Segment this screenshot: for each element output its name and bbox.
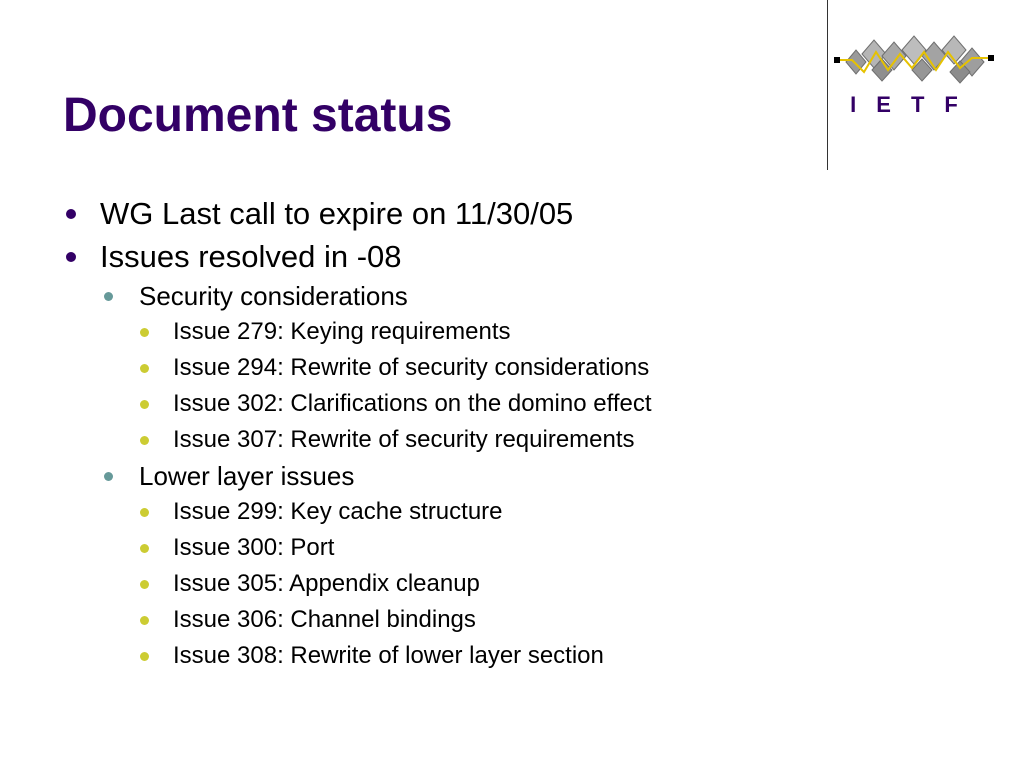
- issue-text: Issue 302: Clarifications on the domino effect: [173, 390, 652, 417]
- issue-text: Issue 300: Port: [173, 534, 335, 561]
- issue-item: [134, 566, 962, 602]
- issue-item: [134, 386, 962, 422]
- subsection-heading: [100, 278, 962, 314]
- issue-text: Issue 308: Rewrite of lower layer section: [173, 642, 604, 669]
- bullet-text: Issues resolved in -08: [100, 239, 402, 274]
- bullet-icon: [104, 292, 113, 301]
- issue-text: Issue 307: Rewrite of security requirements: [173, 426, 635, 453]
- subsection-list: [100, 278, 962, 674]
- slide-content: [62, 192, 962, 674]
- slide-title: Document status: [63, 89, 453, 142]
- bullet-icon: [140, 544, 149, 553]
- bullet-icon: [140, 508, 149, 517]
- issue-list: [134, 314, 962, 458]
- issue-list: [134, 494, 962, 674]
- issue-text: Issue 299: Key cache structure: [173, 498, 503, 525]
- bullet-icon: [66, 209, 76, 219]
- issue-group: [100, 314, 962, 458]
- issue-text: Issue 279: Keying requirements: [173, 318, 511, 345]
- issue-text: Issue 305: Appendix cleanup: [173, 570, 480, 597]
- bullet-list: [62, 192, 962, 278]
- title-divider: [827, 0, 828, 170]
- issue-item: [134, 314, 962, 350]
- issue-item: [134, 350, 962, 386]
- bullet-text: WG Last call to expire on 11/30/05: [100, 196, 574, 231]
- bullet-icon: [66, 252, 76, 262]
- bullet-item: [62, 235, 962, 278]
- issue-item: [134, 602, 962, 638]
- logo-diamonds: [846, 36, 984, 83]
- bullet-icon: [140, 580, 149, 589]
- logo-text: IETF: [850, 92, 978, 117]
- bullet-icon: [104, 472, 113, 481]
- issue-group: [100, 494, 962, 674]
- ietf-logo: [832, 28, 996, 120]
- subsection-heading: [100, 458, 962, 494]
- issue-item: [134, 494, 962, 530]
- issue-text: Issue 306: Channel bindings: [173, 606, 476, 633]
- issue-text: Issue 294: Rewrite of security considerations: [173, 354, 650, 381]
- bullet-icon: [140, 616, 149, 625]
- bullet-item: [62, 192, 962, 235]
- bullet-icon: [140, 436, 149, 445]
- bullet-icon: [140, 400, 149, 409]
- issue-item: [134, 638, 962, 674]
- bullet-icon: [140, 652, 149, 661]
- bullet-icon: [140, 364, 149, 373]
- issue-item: [134, 422, 962, 458]
- subsection-text: Security considerations: [139, 281, 408, 311]
- subsection-text: Lower layer issues: [139, 461, 355, 491]
- issue-item: [134, 530, 962, 566]
- bullet-icon: [140, 328, 149, 337]
